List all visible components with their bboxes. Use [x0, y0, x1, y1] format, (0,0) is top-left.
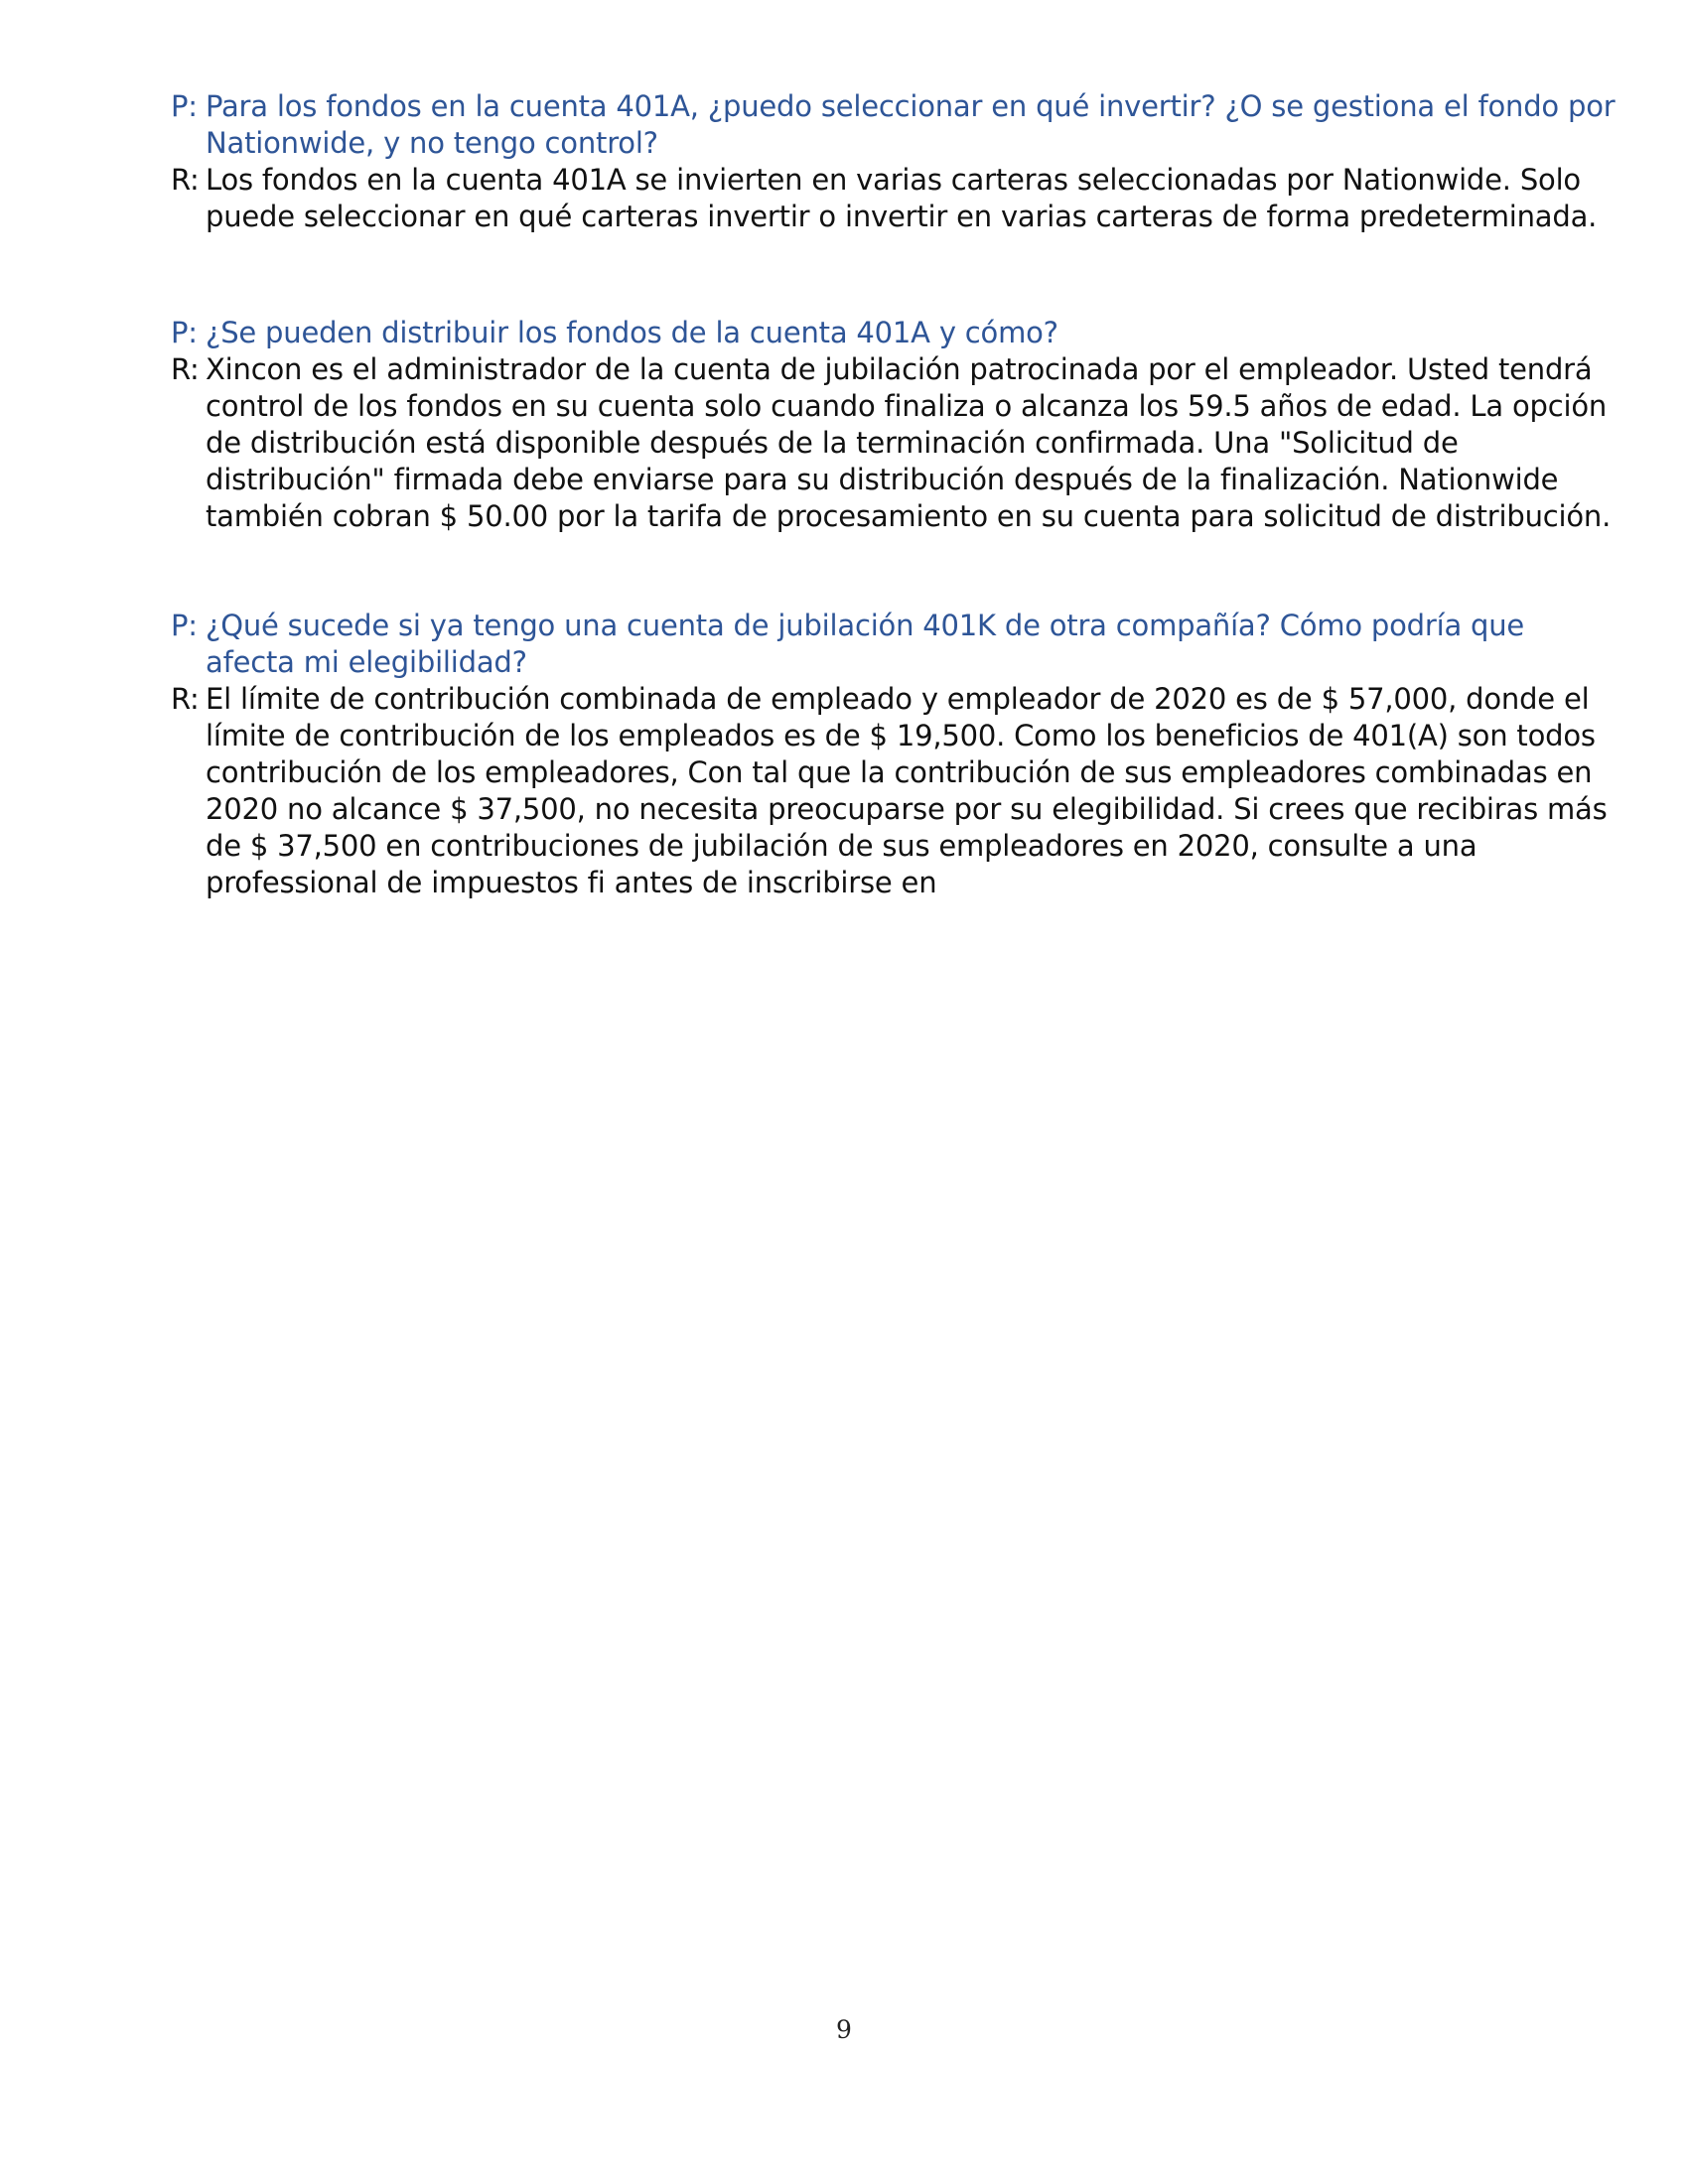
question-prefix: P: [171, 609, 198, 642]
question [171, 608, 1620, 681]
question-prefix: P: [171, 89, 198, 123]
answer-text: El límite de contribución combinada de empleado y empleador de 2020 es de $ 57,000, donde el límite de contribución de los empleados es de $ 19,500. Como los beneficios de 401(A) son todos contribución de los empleadores, Con tal que la contribución de sus empleadores combinadas en 2020 no alcance $ 37,500, no necesita preocuparse por su elegibilidad. Si crees que recibiras más de $ 37,500 en contribuciones de jubilación de sus empleadores en 2020, consulte a una professional de impuestos fi antes de inscribirse en [206, 682, 1608, 899]
answer [171, 681, 1620, 901]
question-text: ¿Qué sucede si ya tengo una cuenta de jubilación 401K de otra compañía? Cómo podría que afecta mi elegibilidad? [206, 609, 1525, 679]
question [171, 88, 1620, 162]
page-number: 9 [836, 2015, 852, 2044]
question-prefix: P: [171, 316, 198, 349]
answer-text: Los fondos en la cuenta 401A se invierten en varias carteras seleccionadas por Nationwide. Solo puede seleccionar en qué carteras invertir o invertir en varias carteras de forma predeterminada. [206, 163, 1598, 233]
answer [171, 351, 1620, 535]
question-text: Para los fondos en la cuenta 401A, ¿puedo seleccionar en qué invertir? ¿O se gestiona el fondo por Nationwide, y no tengo control? [206, 89, 1616, 160]
answer-prefix: R: [171, 682, 200, 716]
faq-entry [171, 608, 1620, 901]
answer [171, 162, 1620, 235]
faq-entry [171, 88, 1620, 235]
faq-entry [171, 315, 1620, 535]
answer-prefix: R: [171, 352, 200, 386]
question-text: ¿Se pueden distribuir los fondos de la cuenta 401A y cómo? [206, 316, 1058, 349]
answer-prefix: R: [171, 163, 200, 197]
answer-text: Xincon es el administrador de la cuenta de jubilación patrocinada por el empleador. Usted tendrá control de los fondos en su cuenta solo cuando finaliza o alcanza los 59.5 años de edad. La opción de distribución está disponible después de la terminación confirmada. Una "Solicitud de distribución" firmada debe enviarse para su distribución después de la finalización. Nationwide también cobran $ 50.00 por la tarifa de procesamiento en su cuenta para solicitud de distribución. [206, 352, 1612, 533]
question [171, 315, 1620, 351]
